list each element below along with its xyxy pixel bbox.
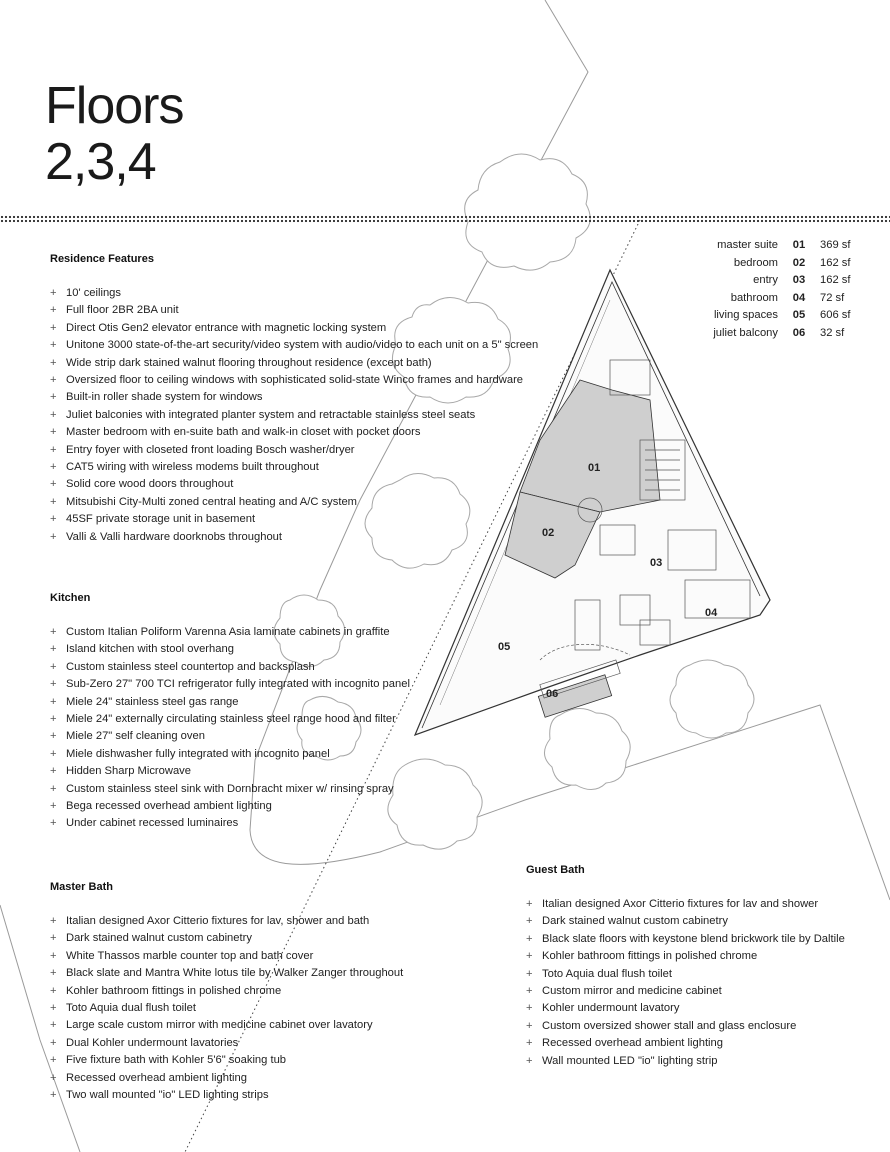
- plus-icon: +: [50, 391, 57, 404]
- guest-bath-section: [526, 864, 845, 1070]
- list-item: + Dark stained walnut custom cabinetry: [50, 930, 403, 947]
- section-title: Kitchen: [50, 592, 91, 604]
- feature-list: [50, 285, 538, 546]
- room-01-fill: [520, 380, 660, 512]
- plus-icon: +: [50, 713, 57, 726]
- list-item: + Kohler bathroom fittings in polished chrome: [526, 948, 845, 965]
- room-row: [690, 309, 870, 327]
- plus-icon: +: [526, 967, 533, 980]
- plus-icon: +: [50, 321, 57, 334]
- list-item: + Mitsubishi City-Multi zoned central heating and A/C system: [50, 494, 538, 511]
- plus-icon: +: [50, 817, 57, 830]
- plus-icon: +: [50, 1019, 57, 1032]
- list-item: + Bega recessed overhead ambient lighting: [50, 798, 410, 815]
- plus-icon: +: [50, 356, 57, 369]
- list-item: + Black slate floors with keystone blend brickwork tile by Daltile: [526, 931, 845, 948]
- plus-icon: +: [526, 1002, 533, 1015]
- list-item: + Miele 24" stainless steel gas range: [50, 694, 410, 711]
- list-item: + Italian designed Axor Citterio fixtures for lav and shower: [526, 896, 845, 913]
- list-item: + Recessed overhead ambient lighting: [50, 1070, 403, 1087]
- list-item: + Master bedroom with en-suite bath and walk-in closet with pocket doors: [50, 424, 538, 441]
- room-number: 01: [792, 239, 806, 251]
- list-item: + Island kitchen with stool overhang: [50, 641, 410, 658]
- list-item: + Juliet balconies with integrated planter system and retractable stainless steel seats: [50, 407, 538, 424]
- plus-icon: +: [50, 304, 57, 317]
- plus-icon: +: [50, 949, 57, 962]
- list-item: + Recessed overhead ambient lighting: [526, 1035, 845, 1052]
- feature-list: [526, 896, 845, 1070]
- plus-icon: +: [50, 747, 57, 760]
- plus-icon: +: [50, 287, 57, 299]
- list-item: + Toto Aquia dual flush toilet: [526, 966, 845, 983]
- plus-icon: +: [50, 800, 57, 813]
- room-number: 06: [792, 326, 806, 339]
- section-title: Guest Bath: [526, 864, 585, 876]
- tree-outline: [544, 708, 630, 789]
- page-title-line-1: Floors: [45, 77, 184, 135]
- plus-icon: +: [50, 443, 57, 456]
- list-item: + Kohler bathroom fittings in polished chrome: [50, 983, 403, 1000]
- plan-label-03: 03: [650, 557, 663, 569]
- plus-icon: +: [526, 1037, 533, 1050]
- list-item: + Oversized floor to ceiling windows with sophisticated solid-state Winco frames and hardware: [50, 372, 538, 389]
- list-item: + Wide strip dark stained walnut flooring throughout residence (except bath): [50, 355, 538, 372]
- room-name: juliet balcony: [713, 326, 778, 339]
- plus-icon: +: [50, 678, 57, 691]
- plus-icon: +: [50, 782, 57, 795]
- plus-icon: +: [50, 461, 57, 474]
- section-title: Master Bath: [50, 881, 113, 893]
- room-area: 369 sf: [820, 239, 851, 251]
- list-item: + Valli & Valli hardware doorknobs throughout: [50, 529, 538, 546]
- list-item: + Hidden Sharp Microwave: [50, 763, 410, 780]
- list-item: + Custom oversized shower stall and glass enclosure: [526, 1018, 845, 1035]
- list-item: + Kohler undermount lavatory: [526, 1000, 845, 1017]
- list-item: + Dark stained walnut custom cabinetry: [526, 913, 845, 930]
- plus-icon: +: [526, 1054, 533, 1067]
- plus-icon: +: [50, 932, 57, 945]
- plus-icon: +: [526, 932, 533, 945]
- room-number: 03: [792, 274, 806, 287]
- room-row: [690, 257, 870, 275]
- room-number: 02: [792, 256, 806, 269]
- list-item: + Italian designed Axor Citterio fixtures for lav, shower and bath: [50, 913, 403, 930]
- page-title-line-2: 2,3,4: [45, 133, 156, 191]
- room-area-legend: [690, 239, 870, 345]
- list-item: + Unitone 3000 state-of-the-art security/video system with audio/video to each unit on a 5" screen: [50, 337, 538, 354]
- plan-label-04: 04: [705, 607, 718, 619]
- room-row: [690, 292, 870, 310]
- plus-icon: +: [526, 950, 533, 963]
- plus-icon: +: [50, 408, 57, 421]
- list-item: + Large scale custom mirror with medicine cabinet over lavatory: [50, 1017, 403, 1034]
- list-item: + Dual Kohler undermount lavatories: [50, 1035, 403, 1052]
- plus-icon: +: [50, 626, 57, 638]
- room-name: entry: [753, 274, 778, 287]
- list-item: + Full floor 2BR 2BA unit: [50, 302, 538, 319]
- room-name: master suite: [717, 239, 778, 251]
- list-item: + Sub-Zero 27" 700 TCI refrigerator fully integrated with incognito panel: [50, 676, 410, 693]
- room-name: bathroom: [730, 291, 778, 304]
- plus-icon: +: [50, 1054, 57, 1067]
- list-item: + Solid core wood doors throughout: [50, 476, 538, 493]
- list-item: + Custom stainless steel countertop and backsplash: [50, 659, 410, 676]
- residence-features-section: [50, 253, 538, 546]
- plus-icon: +: [50, 495, 57, 508]
- plus-icon: +: [50, 426, 57, 439]
- list-item: + Miele 24" externally circulating stainless steel range hood and filter: [50, 711, 410, 728]
- plus-icon: +: [526, 898, 533, 910]
- plus-icon: +: [50, 643, 57, 656]
- room-area: 72 sf: [820, 291, 845, 304]
- list-item: + Toto Aquia dual flush toilet: [50, 1000, 403, 1017]
- page-title: [45, 78, 183, 190]
- list-item: + Wall mounted LED "io" lighting strip: [526, 1053, 845, 1070]
- plus-icon: +: [50, 478, 57, 491]
- list-item: + Black slate and Mantra White lotus tile by Walker Zanger throughout: [50, 965, 403, 982]
- plan-label-06: 06: [546, 688, 559, 700]
- list-item: + White Thassos marble counter top and bath cover: [50, 948, 403, 965]
- room-number: 05: [792, 309, 806, 322]
- plus-icon: +: [50, 1071, 57, 1084]
- room-area: 162 sf: [820, 256, 851, 269]
- room-row: [690, 274, 870, 292]
- room-area: 32 sf: [820, 326, 845, 339]
- dotted-divider: [0, 215, 890, 223]
- tree-outline: [670, 660, 754, 738]
- plus-icon: +: [50, 513, 57, 526]
- list-item: + 45SF private storage unit in basement: [50, 511, 538, 528]
- list-item: + Custom mirror and medicine cabinet: [526, 983, 845, 1000]
- list-item: + CAT5 wiring with wireless modems built throughout: [50, 459, 538, 476]
- feature-list: [50, 913, 403, 1104]
- room-area: 162 sf: [820, 274, 851, 287]
- plus-icon: +: [50, 984, 57, 997]
- plus-icon: +: [50, 660, 57, 673]
- list-item: + Direct Otis Gen2 elevator entrance with magnetic locking system: [50, 320, 538, 337]
- plus-icon: +: [50, 339, 57, 352]
- list-item: + Custom stainless steel sink with Dornbracht mixer w/ rinsing spray: [50, 781, 410, 798]
- list-item: + Under cabinet recessed luminaires: [50, 815, 410, 832]
- room-number: 04: [792, 291, 806, 304]
- list-item: + Miele dishwasher fully integrated with incognito panel: [50, 746, 410, 763]
- list-item: + Entry foyer with closeted front loading Bosch washer/dryer: [50, 442, 538, 459]
- section-title: Residence Features: [50, 253, 154, 265]
- feature-list: [50, 624, 410, 833]
- plus-icon: +: [50, 765, 57, 778]
- plus-icon: +: [50, 530, 57, 543]
- plus-icon: +: [50, 730, 57, 743]
- plan-label-02: 02: [542, 527, 555, 539]
- list-item: + 10' ceilings: [50, 285, 538, 302]
- list-item: + Two wall mounted "io" LED lighting strips: [50, 1087, 403, 1104]
- plus-icon: +: [526, 915, 533, 928]
- plus-icon: +: [50, 915, 57, 927]
- room-row: [690, 239, 870, 257]
- plus-icon: +: [526, 1019, 533, 1032]
- plus-icon: +: [50, 1002, 57, 1015]
- room-row: [690, 327, 870, 345]
- list-item: + Five fixture bath with Kohler 5'6" soaking tub: [50, 1052, 403, 1069]
- plus-icon: +: [50, 967, 57, 980]
- room-name: living spaces: [713, 309, 778, 322]
- plus-icon: +: [50, 374, 57, 387]
- plus-icon: +: [50, 695, 57, 708]
- plus-icon: +: [50, 1089, 57, 1102]
- plus-icon: +: [50, 1036, 57, 1049]
- list-item: + Custom Italian Poliform Varenna Asia laminate cabinets in graffite: [50, 624, 410, 641]
- master-bath-section: [50, 881, 403, 1104]
- list-item: + Miele 27" self cleaning oven: [50, 728, 410, 745]
- plan-label-05: 05: [498, 641, 511, 653]
- room-area: 606 sf: [820, 309, 851, 322]
- room-name: bedroom: [733, 256, 778, 269]
- plan-label-01: 01: [588, 462, 601, 474]
- plus-icon: +: [526, 985, 533, 998]
- list-item: + Built-in roller shade system for windows: [50, 389, 538, 406]
- kitchen-section: [50, 592, 410, 833]
